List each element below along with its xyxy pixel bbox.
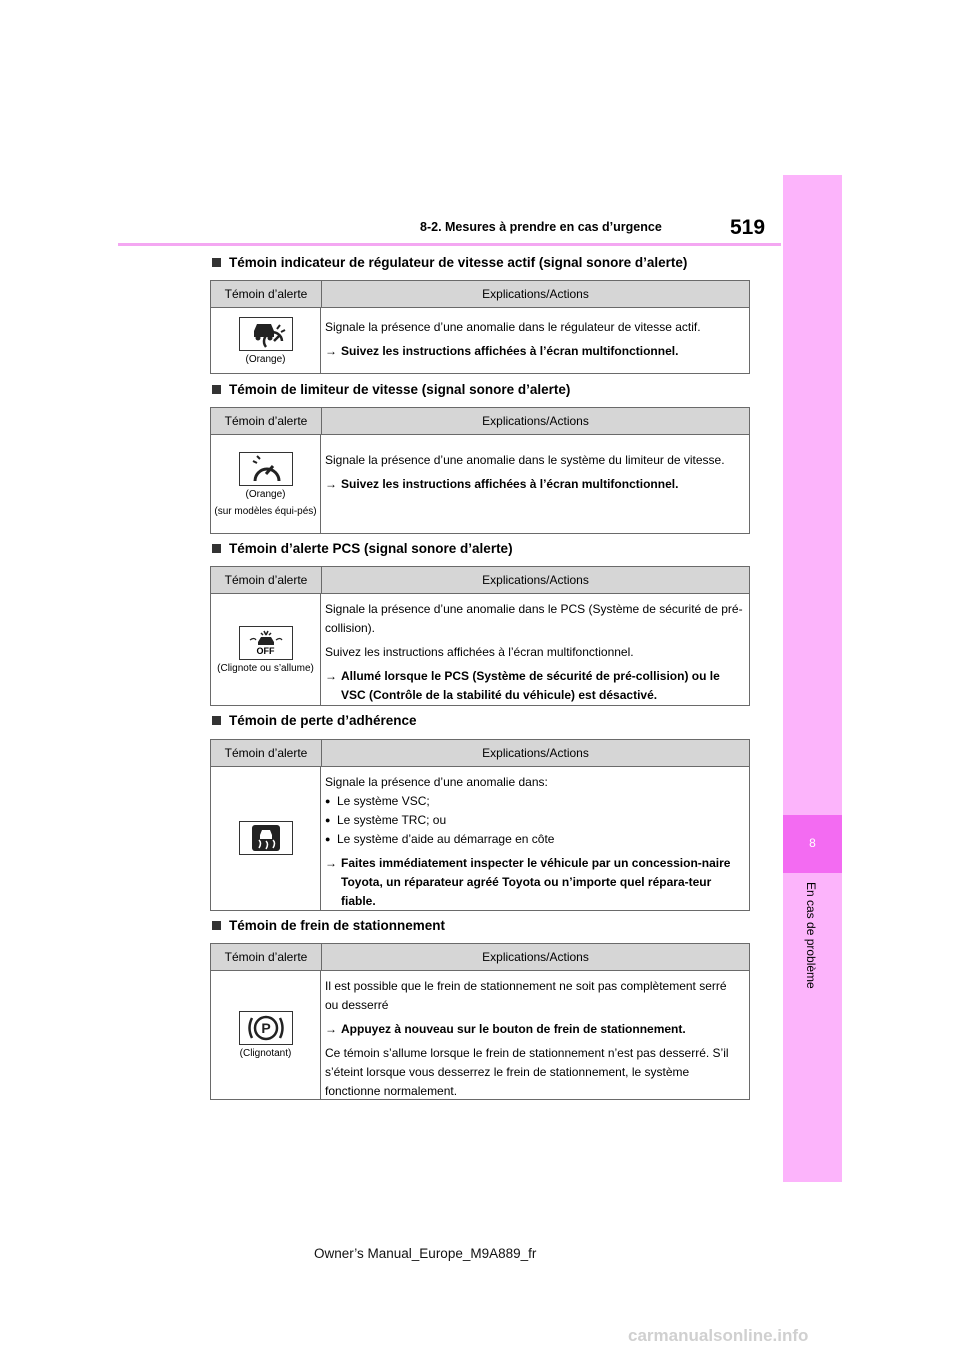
table-header (211, 567, 749, 594)
table-header (211, 740, 749, 767)
arrow-icon: → (325, 856, 337, 870)
actions-cell (321, 594, 749, 706)
chapter-number: 8 (809, 836, 816, 850)
explanation-text: Signale la présence d’une anomalie dans le système du limiteur de vitesse. (325, 453, 725, 467)
explanation-text: Signale la présence d’une anomalie dans le régulateur de vitesse actif. (325, 320, 701, 334)
action-item (325, 854, 743, 911)
explanation-text: Signale la présence d’une anomalie dans le PCS (Système de sécurité de pré-collision). (325, 602, 743, 635)
list-item-text: Le système d’aide au démarrage en côte (337, 832, 555, 846)
column-header-actions: Explications/Actions (482, 287, 589, 301)
actions-cell (321, 971, 749, 1100)
pcs-off-icon (239, 626, 293, 660)
icon-caption: (Clignote ou s’allume) (217, 662, 314, 674)
warning-table (210, 943, 750, 1100)
warning-table (210, 280, 750, 374)
warning-cell (211, 308, 321, 374)
action-text: Allumé lorsque le PCS (Système de sécurité de pré-collision) ou le VSC (Contrôle de la stabilité du véhicule) est désactivé. (341, 669, 720, 702)
section-heading-text: Témoin d’alerte PCS (signal sonore d’alerte) (229, 541, 513, 556)
action-text: Suivez les instructions affichées à l’écran multifonctionnel. (341, 477, 679, 491)
table-header (211, 944, 749, 971)
table-row (211, 435, 749, 534)
section-heading-text: Témoin de limiteur de vitesse (signal sonore d’alerte) (229, 382, 571, 397)
column-header-warning: Témoin d’alerte (211, 567, 322, 593)
speed-limiter-warning-icon (239, 452, 293, 486)
column-header-warning: Témoin d’alerte (211, 740, 322, 766)
section-heading-text: Témoin indicateur de régulateur de vitesse actif (signal sonore d’alerte) (229, 255, 688, 270)
warning-table (210, 566, 750, 706)
section-heading (212, 255, 687, 270)
cruise-control-warning-icon (239, 317, 293, 351)
footer-text: Owner’s Manual_Europe_M9A889_fr (314, 1246, 537, 1261)
note-text: Ce témoin s’allume lorsque le frein de stationnement n’est pas desserré. S’il s’éteint lorsque vous desserrez le frein de stationnement, le système fonctionne normalement. (325, 1046, 729, 1098)
bullet-icon: ● (325, 796, 331, 806)
header-divider (118, 243, 781, 246)
warning-cell (211, 435, 321, 534)
arrow-icon: → (325, 1022, 337, 1036)
svg-text:P: P (260, 1020, 271, 1036)
square-bullet-icon (212, 716, 221, 725)
table-row (211, 767, 749, 911)
bullet-icon: ● (325, 815, 331, 825)
warning-cell (211, 971, 321, 1100)
section-heading-text: Témoin de frein de stationnement (229, 918, 446, 933)
square-bullet-icon (212, 385, 221, 394)
arrow-icon: → (325, 669, 337, 683)
arrow-icon: → (325, 477, 337, 491)
column-header-warning: Témoin d’alerte (211, 944, 322, 970)
section-heading (212, 918, 445, 933)
list-item (325, 811, 743, 830)
bullet-icon: ● (325, 834, 331, 844)
explanation-text: Il est possible que le frein de stationnement ne soit pas complètement serré ou desserré (325, 979, 727, 1012)
chapter-title: 8-2. Mesures à prendre en cas d’urgence (420, 220, 662, 234)
table-header (211, 408, 749, 435)
explanation-text: Signale la présence d’une anomalie dans: (325, 775, 548, 789)
icon-caption: (Clignotant) (239, 1048, 292, 1059)
slip-indicator-icon (239, 821, 293, 855)
section-heading (212, 713, 417, 728)
icon-caption: (Orange) (245, 353, 286, 365)
square-bullet-icon (212, 544, 221, 553)
chapter-tab-strip (783, 175, 842, 1182)
column-header-actions: Explications/Actions (482, 746, 589, 760)
warning-cell (211, 594, 321, 706)
instruction-text: Suivez les instructions affichées à l’écran multifonctionnel. (325, 645, 634, 659)
watermark: carmanualsonline.info (628, 1326, 809, 1345)
action-item (325, 475, 743, 494)
column-header-actions: Explications/Actions (482, 573, 589, 587)
column-header-warning: Témoin d’alerte (211, 408, 322, 434)
warning-cell (211, 767, 321, 911)
table-row (211, 308, 749, 374)
section-heading-text: Témoin de perte d’adhérence (229, 713, 417, 728)
action-text: Suivez les instructions affichées à l’écran multifonctionnel. (341, 344, 679, 358)
action-text: Faites immédiatement inspecter le véhicule par un concession-naire Toyota, un réparateur agréé Toyota ou n’importe quel répara-teur fiable. (341, 856, 731, 908)
list-item-text: Le système TRC; ou (337, 813, 447, 827)
column-header-actions: Explications/Actions (482, 950, 589, 964)
arrow-icon: → (325, 344, 337, 358)
column-header-warning: Témoin d’alerte (211, 281, 322, 307)
actions-cell (321, 767, 749, 911)
chapter-tab-label: En cas de problème (804, 882, 818, 989)
list-item (325, 792, 743, 811)
icon-caption-note: (sur modèles équi-pés) (214, 505, 317, 517)
square-bullet-icon (212, 921, 221, 930)
action-item (325, 342, 743, 361)
action-text: Appuyez à nouveau sur le bouton de frein de stationnement. (341, 1022, 686, 1036)
table-row (211, 594, 749, 706)
column-header-actions: Explications/Actions (482, 414, 589, 428)
off-label: OFF (256, 645, 275, 656)
section-heading (212, 541, 513, 556)
action-item (325, 1020, 743, 1039)
list-item-text: Le système VSC; (337, 794, 430, 808)
section-heading (212, 382, 570, 397)
warning-table (210, 407, 750, 534)
actions-cell (321, 435, 749, 534)
icon-caption: (Orange) (245, 488, 286, 500)
parking-brake-icon (239, 1011, 293, 1045)
warning-table (210, 739, 750, 911)
table-row (211, 971, 749, 1100)
actions-cell (321, 308, 749, 374)
table-header (211, 281, 749, 308)
square-bullet-icon (212, 258, 221, 267)
list-item (325, 830, 743, 849)
page-number: 519 (730, 216, 766, 239)
action-item (325, 667, 743, 705)
